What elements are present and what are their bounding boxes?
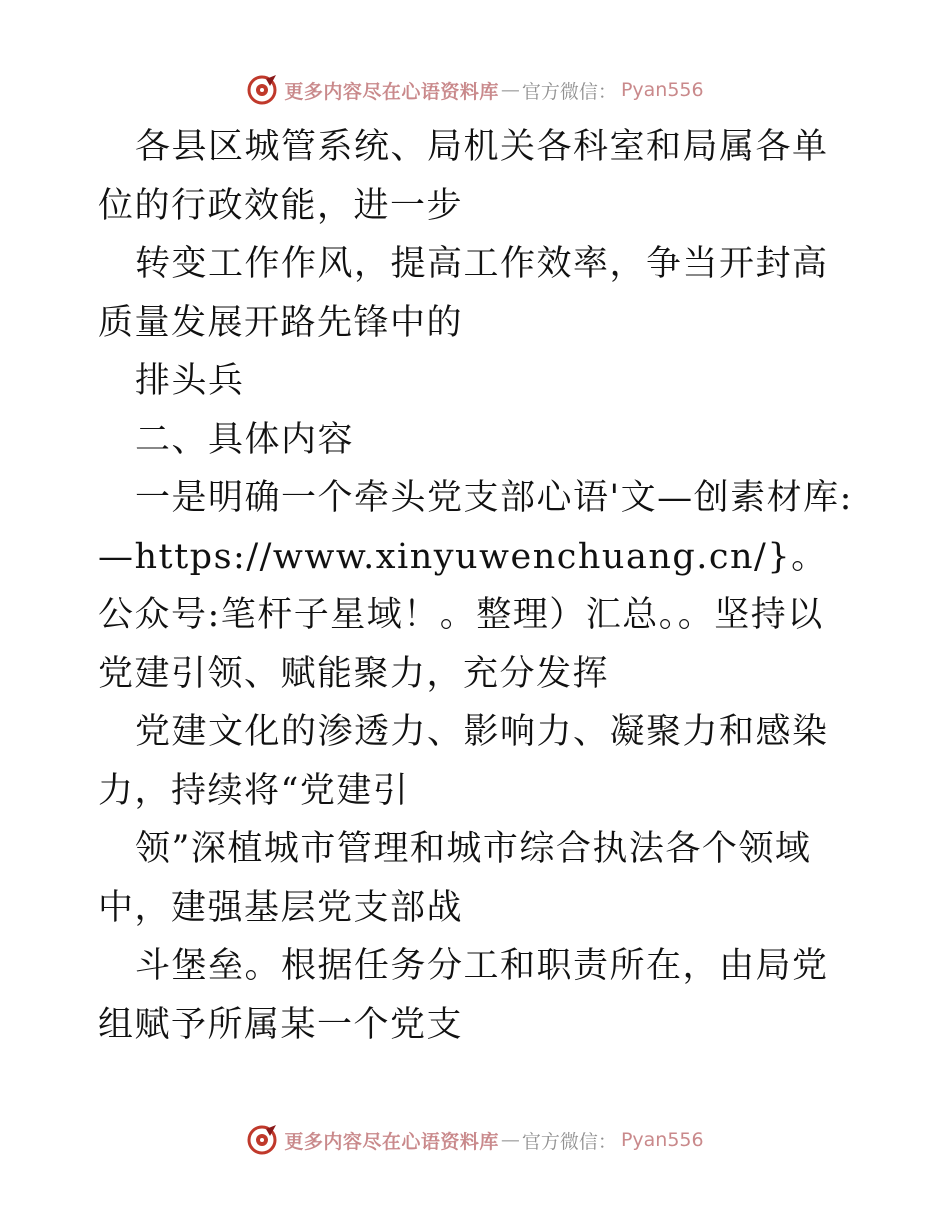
section-heading: 二、具体内容 — [135, 419, 355, 460]
footer-watermark — [0, 1120, 950, 1160]
pen-logo-icon — [246, 1124, 278, 1156]
paragraph-1: 各县区城管系统、局机关各科室和局属各单位的行政效能，进一步 — [98, 127, 829, 226]
pen-logo-icon — [246, 74, 278, 106]
watermark-text: 更多内容尽在心语资料库 — [284, 1130, 499, 1153]
header-watermark — [0, 70, 950, 110]
wechat-label: 官方微信： — [521, 80, 617, 103]
paragraph-6: 党建文化的渗透力、影响力、凝聚力和感染力，持续将“党建引 — [98, 712, 829, 811]
paragraph-8: 斗堡垒。根据任务分工和职责所在，由局党组赋予所属某一个党支 — [98, 946, 829, 1045]
wechat-id: Pyan556 — [620, 79, 704, 101]
wechat-label: 官方微信： — [521, 1130, 617, 1153]
paragraph-5: 一是明确一个牵头党支部心语'文—创素材库:—https://www.xinyuwenchuang.cn/}。公众号:笔杆子星域！。整理）汇总。。坚持以党建引领、赋能聚力，充分发挥 — [98, 478, 853, 694]
paragraph-7: 领”深植城市管理和城市综合执法各个领域中，建强基层党支部战 — [98, 829, 812, 928]
paragraph-3: 排头兵 — [135, 361, 245, 401]
paragraph-2: 转变工作作风，提高工作效率，争当开封高质量发展开路先锋中的 — [98, 244, 829, 343]
watermark-separator: — — [500, 1129, 520, 1151]
document-body — [98, 118, 858, 1054]
watermark-text: 更多内容尽在心语资料库 — [284, 80, 499, 103]
watermark-separator: — — [500, 79, 520, 101]
wechat-id: Pyan556 — [620, 1129, 704, 1151]
